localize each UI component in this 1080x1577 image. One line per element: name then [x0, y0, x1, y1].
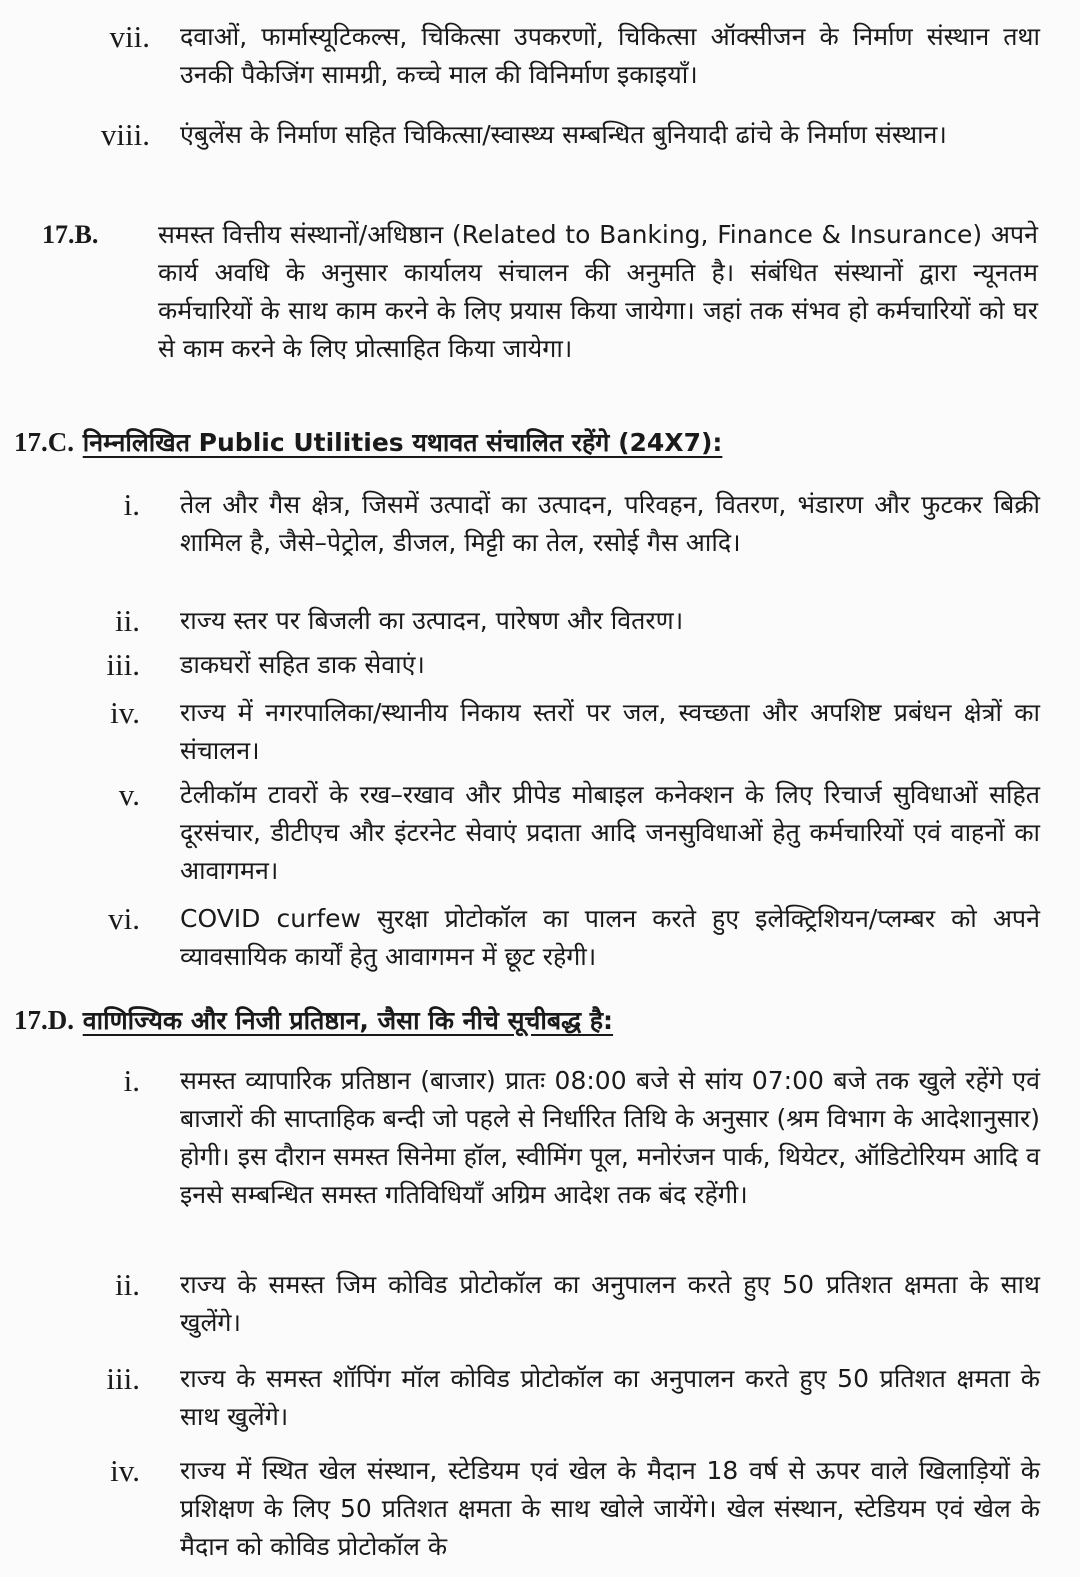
item-text: COVID curfew सुरक्षा प्रोटोकॉल का पालन करते हुए इलेक्ट्रिशियन/प्लम्बर को अपने व्यावसायिक कार्यों हेतु आवागमन में छूट रहेगी।: [180, 904, 1040, 971]
section-number: 17.B.: [42, 220, 99, 249]
item-text: राज्य के समस्त जिम कोविड प्रोटोकॉल का अनुपालन करते हुए 50 प्रतिशत क्षमता के साथ खुलेंगे।: [180, 1270, 1040, 1337]
item-number: vii.: [109, 19, 150, 54]
heading-text: निम्नलिखित Public Utilities यथावत संचालित रहेंगे (24X7):: [82, 428, 723, 457]
list-item-c-ii: [60, 602, 1040, 640]
list-item-c-i: [60, 486, 1040, 562]
item-text: तेल और गैस क्षेत्र, जिसमें उत्पादों का उत्पादन, परिवहन, वितरण, भंडारण और फुटकर बिक्री शामिल है, जैसे–पेट्रोल, डीजल, मिट्टी का तेल, रसोई गैस आदि।: [180, 490, 1040, 557]
item-number: v.: [118, 777, 140, 812]
item-text: डाकघरों सहित डाक सेवाएं।: [180, 650, 425, 679]
heading-number: 17.D.: [14, 1005, 74, 1035]
list-item-vii: [60, 18, 1040, 94]
item-number: ii.: [115, 603, 140, 638]
item-number: iii.: [106, 1361, 140, 1396]
item-text: एंबुलेंस के निर्माण सहित चिकित्सा/स्वास्थ्य सम्बन्धित बुनियादी ढांचे के निर्माण संस्थान।: [180, 120, 947, 149]
item-text: टेलीकॉम टावरों के रख–रखाव और प्रीपेड मोबाइल कनेक्शन के लिए रिचार्ज सुविधाओं सहित दूरसंचार, डीटीएच और इंटरनेट सेवाएं प्रदाता आदि जनसुविधाओं हेतु कर्मचारियों एवं वाहनों का आवागमन।: [180, 780, 1040, 885]
item-text: राज्य स्तर पर बिजली का उत्पादन, पारेषण और वितरण।: [180, 606, 684, 635]
item-number: i.: [123, 1063, 140, 1098]
section-text: समस्त वित्तीय संस्थानों/अधिष्ठान (Related to Banking, Finance & Insurance) अपने कार्य अवधि के अनुसार कार्यालय संचालन की अनुमति है। संबंधित संस्थानों द्वारा न्यूनतम कर्मचारियों के साथ काम करने के लिए प्रयास किया जायेगा। जहां तक संभव हो कर्मचारियों को घर से काम करने के लिए प्रोत्साहित किया जायेगा।: [158, 220, 1038, 363]
list-item-c-v: [60, 776, 1040, 890]
item-text: समस्त व्यापारिक प्रतिष्ठान (बाजार) प्रातः 08:00 बजे से सांय 07:00 बजे तक खुले रहेंगे एवं बाजारों की साप्ताहिक बन्दी जो पहले से निर्धारित तिथि के अनुसार (श्रम विभाग के आदेशानुसार) होगी। इस दौरान समस्त सिनेमा हॉल, स्वीमिंग पूल, मनोरंजन पार्क, थियेटर, ऑडिटोरियम आदि व इनसे सम्बन्धित समस्त गतिविधियाँ अग्रिम आदेश तक बंद रहेंगी।: [180, 1066, 1040, 1209]
item-number: iii.: [106, 647, 140, 682]
list-item-d-i: [60, 1062, 1040, 1214]
list-item-c-vi: [60, 900, 1040, 976]
list-item-c-iii: [60, 646, 1040, 684]
list-item-d-iii: [60, 1360, 1040, 1436]
item-number: vi.: [108, 901, 140, 936]
section-heading-17d: [14, 1000, 613, 1041]
item-number: i.: [123, 487, 140, 522]
list-item-d-ii: [60, 1266, 1040, 1342]
item-text: दवाओं, फार्मास्यूटिकल्स, चिकित्सा उपकरणों, चिकित्सा ऑक्सीजन के निर्माण संस्थान तथा उनकी पैकेजिंग सामग्री, कच्चे माल की विनिर्माण इकाइयाँ।: [180, 22, 1040, 89]
heading-number: 17.C.: [14, 427, 74, 457]
heading-text: वाणिज्यिक और निजी प्रतिष्ठान, जैसा कि नीचे सूचीबद्ध है:: [82, 1006, 614, 1035]
list-item-d-iv: [60, 1452, 1040, 1566]
item-number: iv.: [110, 695, 140, 730]
item-text: राज्य के समस्त शॉपिंग मॉल कोविड प्रोटोकॉल का अनुपालन करते हुए 50 प्रतिशत क्षमता के साथ खुलेंगे।: [180, 1364, 1040, 1431]
list-item-viii: [60, 116, 1040, 154]
item-number: iv.: [110, 1453, 140, 1488]
section-heading-17c: [14, 422, 722, 463]
item-text: राज्य में स्थित खेल संस्थान, स्टेडियम एवं खेल के मैदान 18 वर्ष से ऊपर वाले खिलाड़ियों के प्रशिक्षण के लिए 50 प्रतिशत क्षमता के साथ खोले जायेंगे। खेल संस्थान, स्टेडियम एवं खेल के मैदान को कोविड प्रोटोकॉल के: [180, 1456, 1040, 1561]
item-number: ii.: [115, 1267, 140, 1302]
item-text: राज्य में नगरपालिका/स्थानीय निकाय स्तरों पर जल, स्वच्छता और अपशिष्ट प्रबंधन क्षेत्रों का संचालन।: [180, 698, 1040, 765]
section-17b: [42, 216, 1040, 368]
item-number: viii.: [100, 117, 150, 152]
list-item-c-iv: [60, 694, 1040, 770]
